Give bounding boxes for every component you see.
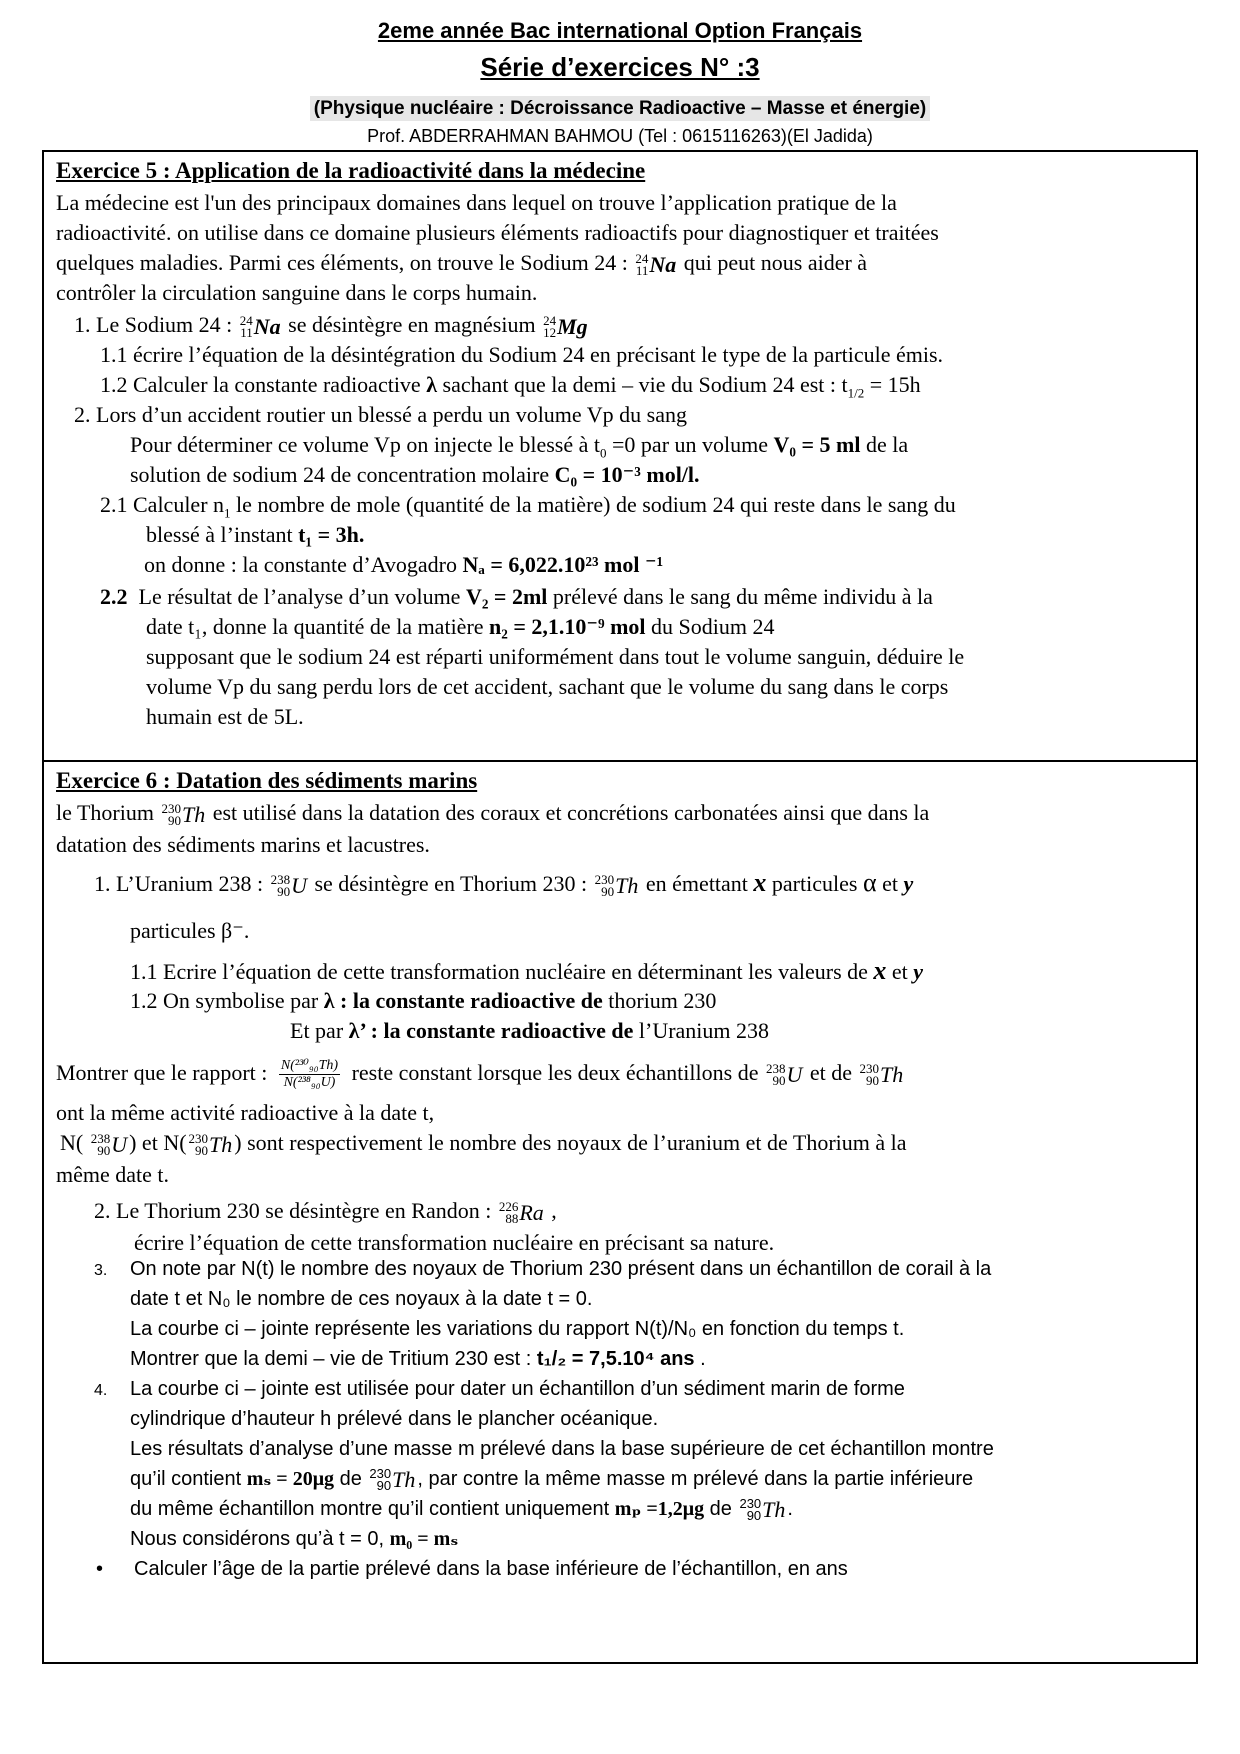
ex5-question-1-1: 1.1 écrire l’équation de la désintégration du Sodium 24 en précisant le type de la particule émis. [100, 342, 944, 367]
ex6-question-1-2-cont: Et par λ’ : la constante radioactive de l’Uranium 238 [290, 1018, 770, 1043]
ex6-question-3-line-3: La courbe ci – jointe représente les variations du rapport N(t)/N₀ en fonction du temps t. [130, 1318, 905, 1340]
uranium-238-symbol: 238 90 U [765, 1061, 803, 1089]
ex6-question-4-number: 4. [94, 1382, 108, 1399]
ex6-question-4-line-1: La courbe ci – jointe est utilisée pour dater un échantillon d’un sédiment marin de forme [130, 1378, 905, 1400]
radium-226-symbol: 226 88 Ra [498, 1199, 544, 1227]
ex6-question-4-line-3: Les résultats d’analyse d’une masse m prélevé dans la base supérieure de cet échantillon montre [130, 1438, 994, 1460]
thorium-230-symbol: 230 90 Th [859, 1061, 904, 1089]
ex5-question-2-2-line-4: volume Vp du sang perdu lors de cet accident, sachant que le volume du sang dans le corps [146, 674, 949, 699]
ex6-nuclei-line: N( 238 90 U) et N( 230 90 Th) sont respectivement le nombre des noyaux de l’uranium et de Thorium à la [60, 1130, 907, 1159]
ex6-question-3-number: 3. [94, 1262, 108, 1279]
uranium-238-symbol: 238 90 U [90, 1131, 128, 1159]
ex6-question-1: 1. L’Uranium 238 : 238 90 U se désintègre en Thorium 230 : 230 90 Th en émettant x particules α et y [94, 868, 914, 900]
ex5-intro-line-2: radioactivité. on utilise dans ce domaine plusieurs éléments radioactifs pour diagnostiquer et traitées [56, 220, 939, 245]
ex6-question-2: 2. Le Thorium 230 se désintègre en Randon : 226 88 Ra , [94, 1198, 557, 1227]
ex5-question-2-body-1: Pour déterminer ce volume Vp on injecte le blessé à $t_0 =0$ par un volume V₀ = 5 ml de la [130, 432, 909, 461]
ex5-question-2-1-cont: blessé à l’instant t₁ = 3h. [146, 522, 365, 547]
ratio-fraction: $\frac{\text{N(²³⁰₉₀Th)}}{\text{N(²³⁸₉₀U)}}$ [280, 1058, 339, 1091]
ex6-question-4-line-2: cylindrique d’hauteur h prélevé dans le plancher océanique. [130, 1408, 659, 1430]
ex5-question-2-2-line-5: humain est de 5L. [146, 704, 304, 729]
ex6-question-2-cont: écrire l’équation de cette transformation nucléaire en précisant sa nature. [134, 1230, 775, 1255]
ex6-question-4-line-4: qu’il contient mₛ = 20μg de 230 90 Th , par contre la même masse m prélevé dans la partie inférieure [130, 1465, 974, 1493]
thorium-230-symbol: 230 90 Th [594, 872, 639, 900]
thorium-230-symbol: 230 90 Th [739, 1495, 786, 1523]
sodium-24-symbol: 24 11 Na [239, 313, 281, 341]
ex5-question-1-2: 1.2 Calculer la constante radioactive λ sachant que la demi – vie du Sodium 24 est : $t_{1/2} = 15h$ [100, 372, 921, 401]
ex6-question-3-line-2: date t et N₀ le nombre de ces noyaux à la date t = 0. [130, 1288, 593, 1310]
ex6-question-4-line-5: du même échantillon montre qu’il contient uniquement mₚ =1,2μg de 230 90 Th . [130, 1495, 793, 1523]
ex6-question-4-line-6: Nous considérons qu’à t = 0, m₀ = mₛ [130, 1528, 459, 1550]
ex6-question-3-line-1: On note par N(t) le nombre des noyaux de Thorium 230 présent dans un échantillon de corail à la [130, 1258, 992, 1280]
ex5-avogadro-line: on donne : la constante d’Avogadro Nₐ = 6,022.10²³ mol ⁻¹ [144, 552, 664, 577]
ex6-nuclei-line-2: même date t. [56, 1162, 170, 1187]
ex5-question-2-2-line-2: date t₁, donne la quantité de la matière n₂ = 2,1.10⁻⁹ mol du Sodium 24 [146, 614, 775, 639]
sodium-24-symbol: 24 11 Na [635, 251, 677, 279]
ex6-question-1-cont: particules β⁻. [130, 918, 250, 943]
ex5-question-2: 2. Lors d’un accident routier un blessé a perdu un volume Vp du sang [74, 402, 688, 427]
ex6-ratio-line-2: ont la même activité radioactive à la date t, [56, 1100, 435, 1125]
header-line-1: 2eme année Bac international Option Français [377, 18, 863, 43]
ex6-question-1-1: 1.1 Ecrire l’équation de cette transformation nucléaire en déterminant les valeurs de x et y [130, 956, 924, 985]
ex6-intro-line-2: datation des sédiments marins et lacustres. [56, 832, 430, 857]
header-line-4: Prof. ABDERRAHMAN BAHMOU (Tel : 0615116263)(El Jadida) [367, 126, 873, 146]
ex5-question-2-2: 2.2 Le résultat de l’analyse d’un volume V₂ = 2ml prélevé dans le sang du même individu à la [100, 584, 933, 609]
ex6-question-1-2: 1.2 On symbolise par λ : la constante radioactive de thorium 230 [130, 988, 717, 1013]
ex5-question-2-2-line-3: supposant que le sodium 24 est réparti uniformément dans tout le volume sanguin, déduire le [146, 644, 965, 669]
ex6-intro-line-1: le Thorium 230 90 Th est utilisé dans la datation des coraux et concrétions carbonatées ainsi que dans la [56, 800, 930, 829]
ex5-intro-line-3: quelques maladies. Parmi ces éléments, on trouve le Sodium 24 : 24 11 Na qui peut nous aider à [56, 250, 868, 279]
ex5-intro-line-1: La médecine est l'un des principaux domaines dans lequel on trouve l’application pratique de la [56, 190, 897, 215]
magnesium-24-symbol: 24 12 Mg [543, 313, 588, 341]
ex5-question-2-1: 2.1 Calculer $n_1$ le nombre de mole (quantité de la matière) de sodium 24 qui reste dans le sang du [100, 492, 956, 521]
thorium-230-symbol: 230 90 Th [161, 801, 206, 829]
header-line-2: Série d’exercices N° :3 [480, 52, 760, 82]
ex6-question-3-line-4: Montrer que la demi – vie de Tritium 230 est : t₁/₂ = 7,5.10⁴ ans . [130, 1348, 706, 1370]
thorium-230-symbol: 230 90 Th [369, 1465, 416, 1493]
ex6-ratio-line: Montrer que le rapport : $\frac{\text{N(²³⁰₉₀Th)}}{\text{N(²³⁸₉₀U)}}$ reste constant lorsque les deux échantillons de 238 90 U et de 230 90 Th [56, 1058, 904, 1091]
ex5-intro-line-4: contrôler la circulation sanguine dans le corps humain. [56, 280, 538, 305]
header-line-3: (Physique nucléaire : Décroissance Radioactive – Masse et énergie) [0, 98, 1240, 120]
ex5-question-1: 1. Le Sodium 24 : 24 11 Na se désintègre en magnésium 24 12 Mg [74, 312, 588, 341]
exercise-6-title: Exercice 6 : Datation des sédiments marins [56, 768, 478, 793]
ex6-final-question: Calculer l’âge de la partie prélevé dans la base inférieure de l’échantillon, en ans [134, 1558, 848, 1580]
uranium-238-symbol: 238 90 U [270, 872, 307, 900]
thorium-230-symbol: 230 90 Th [188, 1131, 233, 1159]
ex5-question-2-body-2: solution de sodium 24 de concentration molaire C₀ = 10⁻³ mol/l. [130, 462, 700, 487]
exercise-5-title: Exercice 5 : Application de la radioactivité dans la médecine [56, 158, 646, 183]
ex6-bullet: • [96, 1558, 104, 1580]
